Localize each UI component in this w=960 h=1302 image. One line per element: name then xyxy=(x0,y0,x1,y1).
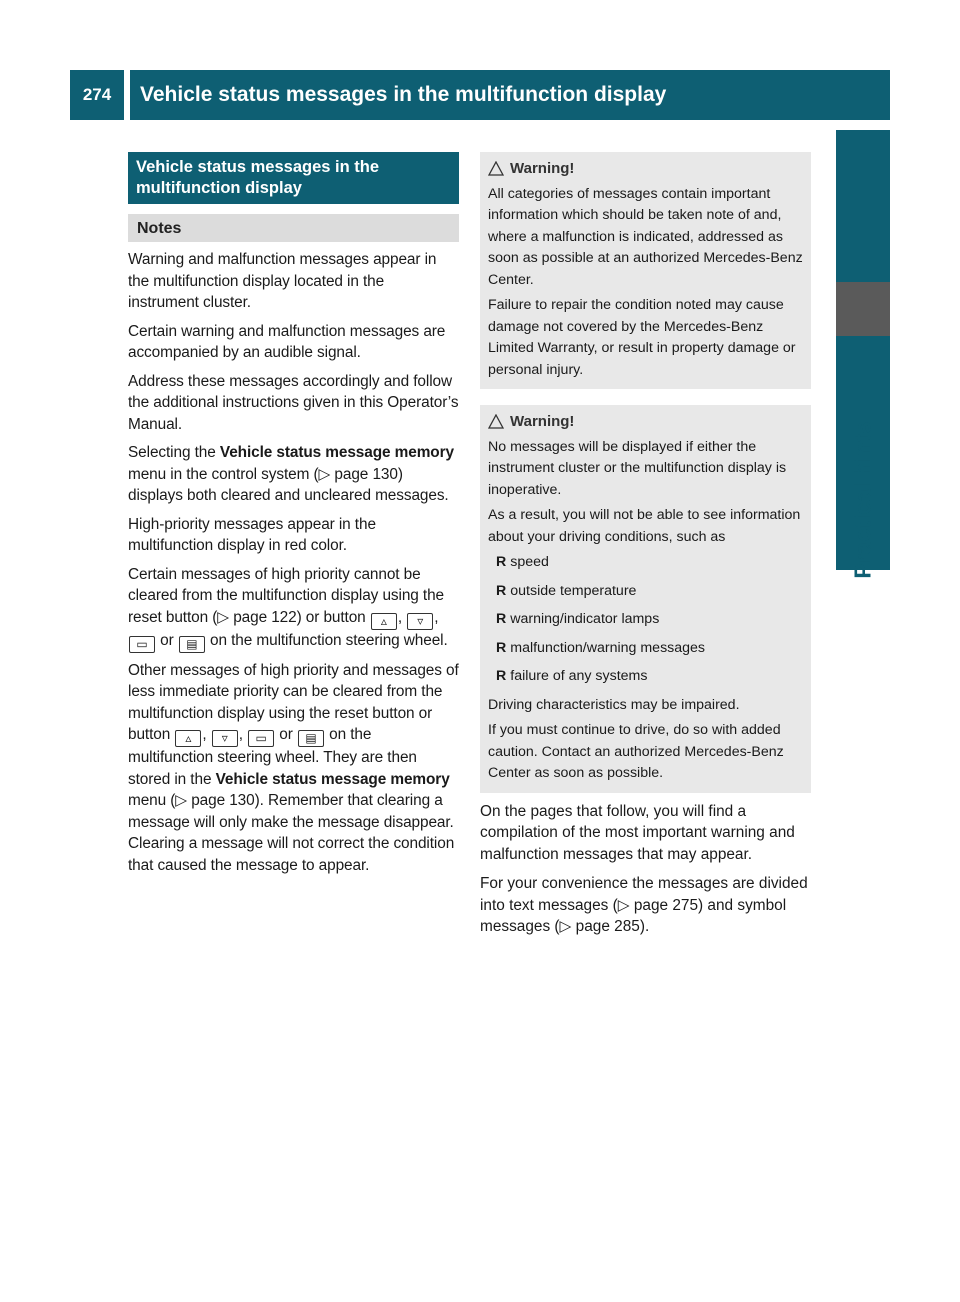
button-down-icon: ▿ xyxy=(212,730,238,747)
warning-text: Driving characteristics may be impaired. xyxy=(488,696,740,713)
paragraph: For your convenience the messages are divided into text messages (▷ page 275) and symbol messages (▷ page 285). xyxy=(480,875,808,935)
paragraph: On the pages that follow, you will find a compilation of the most important warning and malfunction messages that may appear. xyxy=(480,802,795,863)
warning-text: No messages will be displayed if either the instrument cluster or the multifunction display is inoperative. xyxy=(488,438,787,498)
phone-end-icon: ▤ xyxy=(298,730,324,747)
list-item: R failure of any systems xyxy=(496,668,648,684)
warning-text: Failure to repair the condition noted may cause damage not covered by the Mercedes-Benz Limited Warranty, or result in property damage or personal injury. xyxy=(488,297,796,378)
warning-heading: Warning! xyxy=(488,411,803,433)
section-title: Vehicle status messages in the multifunction display xyxy=(128,152,459,204)
paragraph: Address these messages accordingly and follow the additional instructions given in this Operator’s Manual. xyxy=(128,372,459,433)
chapter-tab-marker xyxy=(836,282,890,336)
chapter-tab-label: Practical hints xyxy=(849,421,876,579)
list-item: R outside temperature xyxy=(496,582,637,599)
page-number: 274 xyxy=(70,70,124,120)
paragraph: Certain messages of high priority cannot be cleared from the multifunction display using the reset button (▷ page 122) or button ▵ , ▿ , ▭ or ▤ on the multifunction steering wheel. xyxy=(128,565,448,651)
paragraph: Other messages of high priority and messages of less immediate priority can be cleared from the multifunction display using the reset button or button ▵ , ▿ , ▭ or ▤ on the multifunction steering wheel. They are then stored in the Vehicle status message memory menu (▷ page 130). Remember that clearing a message will only make the message disappear. Clearing a message will not correct the condition that caused the message to appear. xyxy=(128,661,459,874)
button-up-icon: ▵ xyxy=(175,730,201,747)
button-up-icon: ▵ xyxy=(371,613,397,630)
right-column xyxy=(480,152,811,938)
list-item: R malfunction/warning messages xyxy=(496,639,706,656)
paragraph: High-priority messages appear in the multifunction display in red color. xyxy=(128,515,376,554)
paragraph: Warning and malfunction messages appear in the multifunction display located in the instrument cluster. xyxy=(128,251,437,311)
paragraph: Certain warning and malfunction messages are accompanied by an audible signal. xyxy=(128,322,446,361)
list-item: R speed xyxy=(496,554,549,570)
warning-triangle-icon xyxy=(488,161,504,176)
warning-heading: Warning! xyxy=(488,158,803,180)
menu-name: Vehicle status message memory xyxy=(215,770,450,788)
list-item: R warning/indicator lamps xyxy=(496,611,660,627)
warning-box xyxy=(480,405,811,793)
paragraph: Selecting the Vehicle status message memory menu in the control system (▷ page 130) displays both cleared and uncleared messages. xyxy=(128,444,454,504)
phone-accept-icon: ▭ xyxy=(129,636,155,653)
left-column xyxy=(128,152,459,876)
phone-accept-icon: ▭ xyxy=(248,730,274,747)
warning-box xyxy=(480,152,811,389)
warning-triangle-icon xyxy=(488,414,504,429)
subsection-title: Notes xyxy=(128,214,459,242)
button-down-icon: ▿ xyxy=(407,613,433,630)
warning-text: As a result, you will not be able to see information about your driving conditions, such as xyxy=(488,507,801,545)
warning-text: If you must continue to drive, do so with added caution. Contact an authorized Mercedes-Benz Center as soon as possible. xyxy=(488,722,784,781)
bullet-list xyxy=(488,552,803,688)
chapter-tab-label-wrap xyxy=(836,380,890,620)
phone-end-icon: ▤ xyxy=(179,636,205,653)
warning-text: All categories of messages contain important information which should be taken note of and, where a malfunction is indicated, addressed as soon as possible at an authorized Mercedes-Benz Center. xyxy=(488,185,803,288)
page-header-title: Vehicle status messages in the multifunction display xyxy=(130,70,890,120)
menu-name: Vehicle status message memory xyxy=(219,444,454,461)
right-body xyxy=(480,801,811,938)
